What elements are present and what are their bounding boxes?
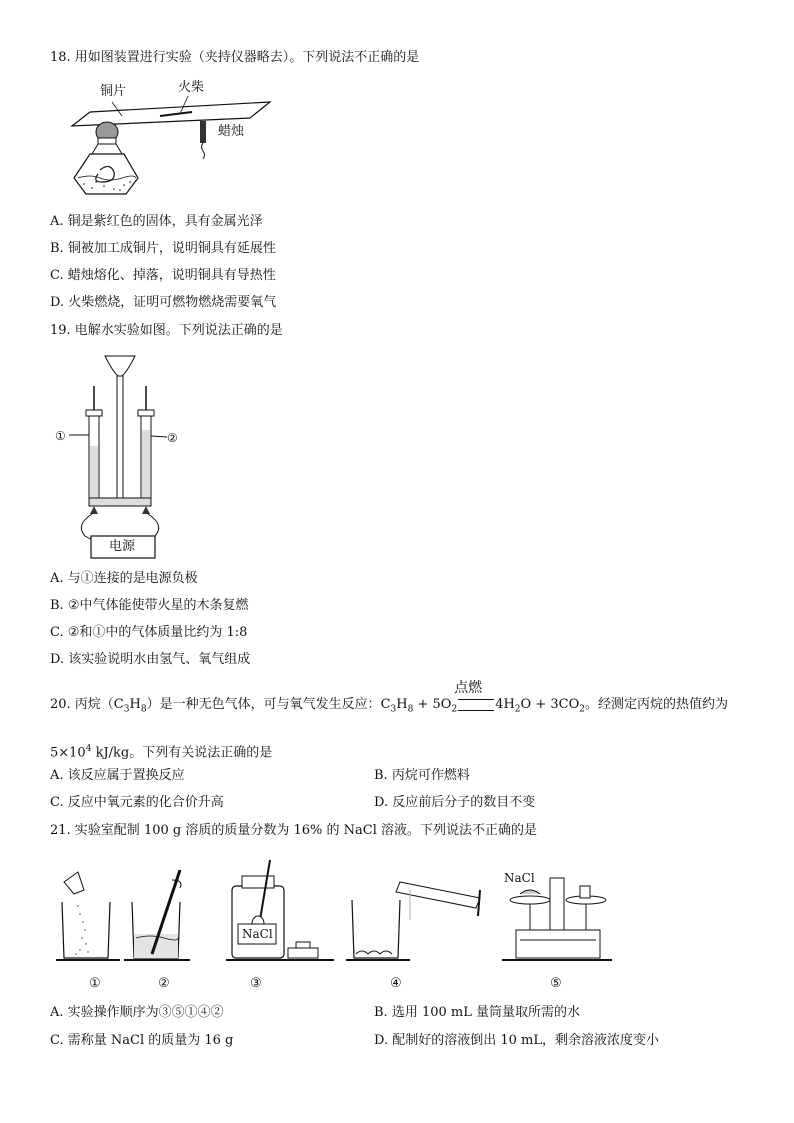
q18-label-match: 火柴	[178, 80, 205, 95]
q20-stem-mid: ）是一种无色气体，可与氧气发生反应：	[146, 697, 381, 712]
q19-apparatus-drawing	[55, 350, 195, 562]
q19-option-c: C. ②和①中的气体质量比约为 1:8	[50, 625, 248, 640]
q21-label-nacl-bottle: NaCl	[242, 927, 273, 941]
q21-step-5: ⑤	[550, 976, 562, 991]
q21-figure	[50, 860, 630, 995]
q20-stem-line2: $5\times 10^4$ kJ/kg。下列有关说法正确的是	[50, 744, 273, 761]
q20-option-c: C. 反应中氧元素的化合价升高	[50, 795, 224, 810]
q19-power-label: 电源	[109, 539, 136, 554]
q19-label-tube1: ①	[55, 429, 66, 443]
q21-option-c: C. 需称量 NaCl 的质量为 16 g	[50, 1033, 234, 1048]
q21-step-4: ④	[390, 976, 402, 991]
q20-condition: 点燃	[454, 679, 483, 696]
q19-label-tube2: ②	[167, 431, 178, 445]
q21-step-1: ①	[89, 976, 101, 991]
q18-stem: 18. 用如图装置进行实验（夹持仪器略去）。下列说法不正确的是	[50, 50, 420, 65]
q20-option-a: A. 该反应属于置换反应	[50, 768, 185, 783]
q20-stem-post: 。经测定丙烷的热值约为	[584, 697, 728, 712]
q20-stem-line1: 20. 丙烷$(C_3H_8)$是一种无色气体，可与氧气发生反应：$C_3H_8 + 5O_2$ 点燃 $4H_2O + 3CO_2$。经测定丙烷的热值约为	[50, 679, 728, 715]
q20-stem-pre: 20. 丙烷（C	[50, 697, 124, 712]
q19-figure	[55, 350, 195, 562]
q19-option-b: B. ②中气体能使带火星的木条复燃	[50, 598, 249, 613]
q18-figure	[60, 74, 290, 204]
q20-option-d: D. 反应前后分子的数目不变	[374, 795, 536, 810]
q21-steps-drawing	[50, 860, 630, 965]
q21-step-3: ③	[250, 976, 262, 991]
q21-step-2: ②	[158, 976, 170, 991]
q21-label-nacl-balance: NaCl	[504, 871, 535, 885]
q20-option-b: B. 丙烷可作燃料	[374, 768, 470, 783]
q18-apparatus-drawing	[60, 74, 290, 204]
q20-line2-pre: 5×10	[50, 745, 86, 761]
q18-label-copper: 铜片	[100, 84, 127, 99]
q21-option-a: A. 实验操作顺序为③⑤①④②	[50, 1005, 224, 1020]
q20-line2-post: kJ/kg。下列有关说法正确的是	[91, 745, 273, 761]
q21-option-b: B. 选用 100 mL 量筒量取所需的水	[374, 1005, 580, 1020]
q20-reaction-arrow	[454, 679, 494, 711]
q18-option-b: B. 铜被加工成铜片，说明铜具有延展性	[50, 241, 276, 256]
q18-option-a: A. 铜是紫红色的固体，具有金属光泽	[50, 214, 263, 229]
q21-stem: 21. 实验室配制 100 g 溶质的质量分数为 16% 的 NaCl 溶液。下列说法不正确的是	[50, 823, 537, 838]
q18-option-d: D. 火柴燃烧，证明可燃物燃烧需要氧气	[50, 295, 277, 310]
q21-option-d: D. 配制好的溶液倒出 10 mL，剩余溶液浓度变小	[374, 1033, 659, 1048]
q19-option-d: D. 该实验说明水由氢气、氧气组成	[50, 652, 251, 667]
q19-option-a: A. 与①连接的是电源负极	[50, 571, 198, 586]
q19-stem: 19. 电解水实验如图。下列说法正确的是	[50, 323, 283, 338]
q18-option-c: C. 蜡烛熔化、掉落，说明铜具有导热性	[50, 268, 276, 283]
q18-label-candle: 蜡烛	[218, 124, 245, 139]
